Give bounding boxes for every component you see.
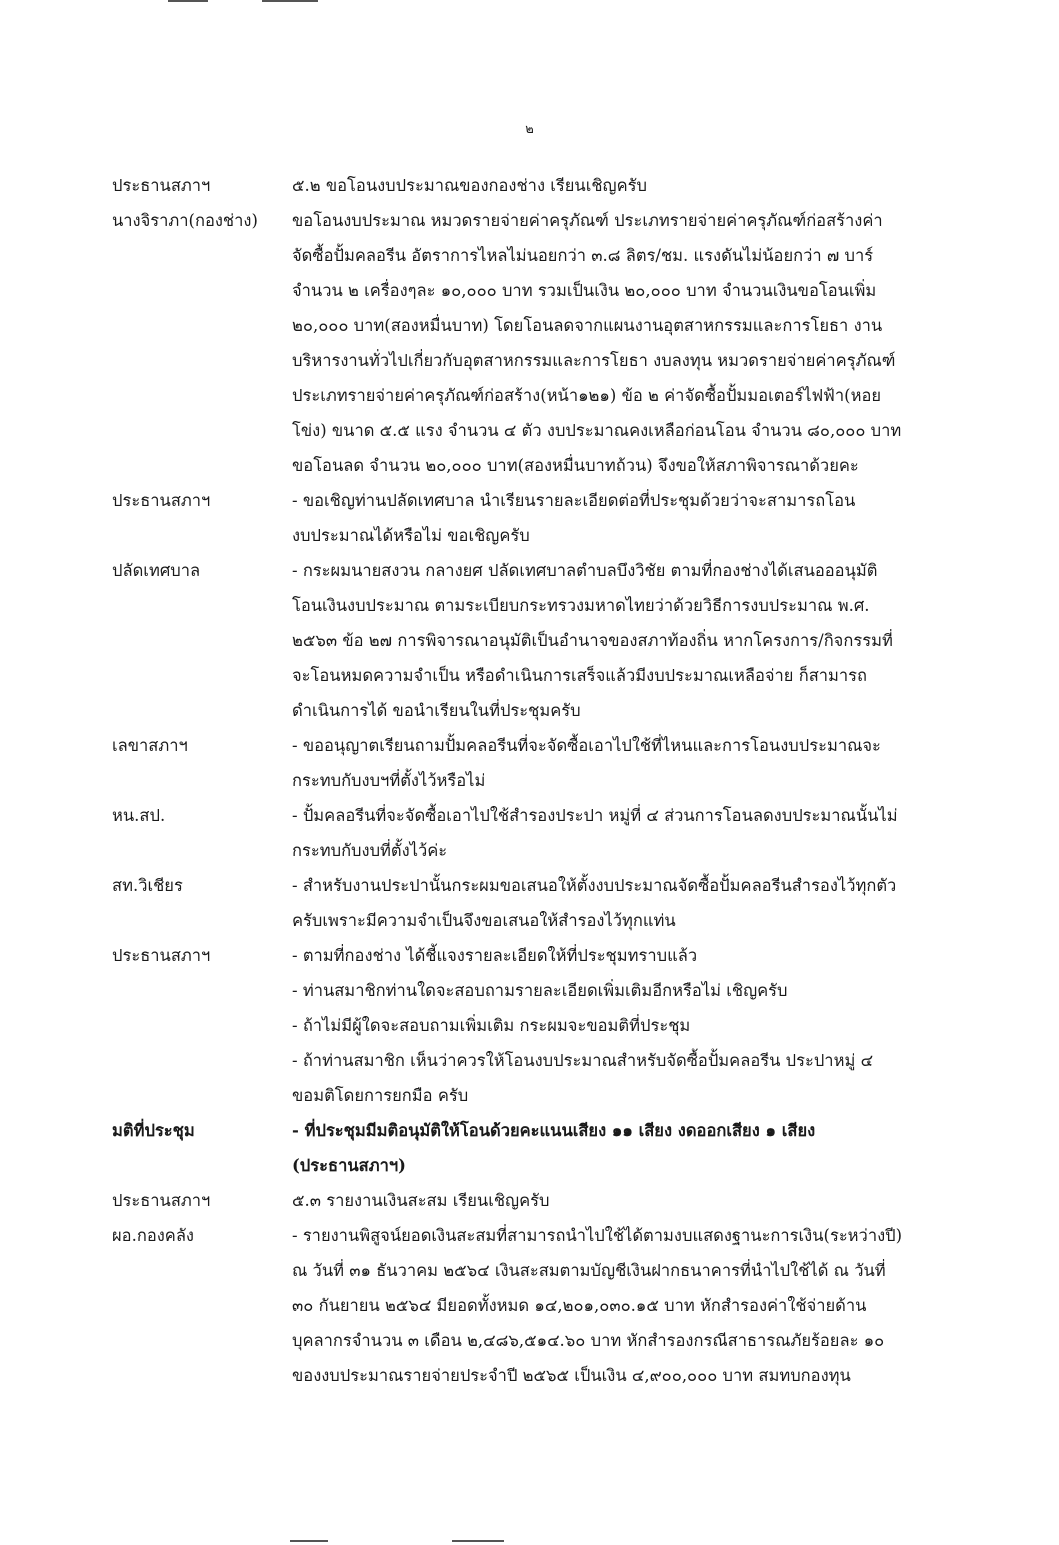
entry-text bbox=[292, 938, 1059, 1113]
text-line: ณ วันที่ ๓๑ ธันวาคม ๒๕๖๔ เงินสะสมตามบัญชีเงินฝากธนาคารที่นำไปใช้ได้ ณ วันที่ bbox=[292, 1261, 886, 1280]
text-line: ดำเนินการได้ ขอนำเรียนในที่ประชุมครับ bbox=[292, 701, 581, 720]
minutes-entry bbox=[0, 203, 1059, 483]
scan-mark-top-center bbox=[262, 0, 318, 2]
text-line: ๒๕๖๓ ข้อ ๒๗ การพิจารณาอนุมัติเป็นอำนาจของสภาท้องถิ่น หากโครงการ/กิจกรรมที่ bbox=[292, 631, 893, 650]
text-line: จะโอนหมดความจำเป็น หรือดำเนินการเสร็จแล้วมีงบประมาณเหลือจ่าย ก็สามารถ bbox=[292, 666, 868, 685]
entry-text bbox=[292, 1218, 1059, 1393]
text-line: (ประธานสภาฯ) bbox=[292, 1156, 406, 1175]
minutes-entry bbox=[0, 868, 1059, 938]
entry-text bbox=[292, 728, 1059, 798]
text-line: ขอมติโดยการยกมือ ครับ bbox=[292, 1086, 469, 1105]
minutes-entry bbox=[0, 938, 1059, 1113]
speaker-label: เลขาสภาฯ bbox=[112, 736, 188, 755]
entry-text bbox=[292, 203, 1059, 483]
entry-text bbox=[292, 798, 1059, 868]
entry-text bbox=[292, 1113, 1059, 1183]
speaker-label: หน.สป. bbox=[112, 806, 166, 825]
text-line: - ถ้าท่านสมาชิก เห็นว่าควรให้โอนงบประมาณสำหรับจัดซื้อปั้มคลอรีน ประปาหมู่ ๔ bbox=[292, 1051, 874, 1070]
text-line: - รายงานพิสูจน์ยอดเงินสะสมที่สามารถนำไปใช้ได้ตามงบแสดงฐานะการเงิน(ระหว่างปี) bbox=[292, 1226, 903, 1245]
speaker-label: มติที่ประชุม bbox=[112, 1121, 195, 1140]
speaker-label: นางจิราภา(กองช่าง) bbox=[112, 211, 258, 230]
text-line: - ที่ประชุมมีมติอนุมัติให้โอนด้วยคะแนนเสียง ๑๑ เสียง งดออกเสียง ๑ เสียง bbox=[292, 1121, 816, 1140]
entry-text bbox=[292, 1183, 1059, 1218]
text-line: ขอโอนลด จำนวน ๒๐,๐๐๐ บาท(สองหมื่นบาทถ้วน) จึงขอให้สภาพิจารณาด้วยคะ bbox=[292, 456, 859, 475]
text-line: - ถ้าไม่มีผู้ใดจะสอบถามเพิ่มเติม กระผมจะขอมติที่ประชุม bbox=[292, 1016, 691, 1035]
text-line: ประเภทรายจ่ายค่าครุภัณฑ์ก่อสร้าง(หน้า๑๒๑) ข้อ ๒ ค่าจัดซื้อปั้มมอเตอร์ไฟฟ้า(หอย bbox=[292, 386, 882, 405]
minutes-entry bbox=[0, 1113, 1059, 1183]
minutes-entry bbox=[0, 553, 1059, 728]
entry-text bbox=[292, 868, 1059, 938]
text-line: - ตามที่กองช่าง ได้ชี้แจงรายละเอียดให้ที่ประชุมทราบแล้ว bbox=[292, 946, 698, 965]
text-line: - ขอเชิญท่านปลัดเทศบาล นำเรียนรายละเอียดต่อที่ประชุมด้วยว่าจะสามารถโอน bbox=[292, 491, 856, 510]
speaker-label: ผอ.กองคลัง bbox=[112, 1226, 194, 1245]
text-line: ของงบประมาณรายจ่ายประจำปี ๒๕๖๕ เป็นเงิน ๔,๙๐๐,๐๐๐ บาท สมทบกองทุน bbox=[292, 1366, 851, 1385]
entry-text bbox=[292, 483, 1059, 553]
minutes-entry bbox=[0, 798, 1059, 868]
minutes-entry bbox=[0, 168, 1059, 203]
text-line: ๒๐,๐๐๐ บาท(สองหมื่นบาท) โดยโอนลดจากแผนงานอุตสาหกรรมและการโยธา งาน bbox=[292, 316, 883, 335]
text-line: - ท่านสมาชิกท่านใดจะสอบถามรายละเอียดเพิ่มเติมอีกหรือไม่ เชิญครับ bbox=[292, 981, 788, 1000]
text-line: บุคลากรจำนวน ๓ เดือน ๒,๔๘๖,๕๑๔.๖๐ บาท หักสำรองกรณีสาธารณภัยร้อยละ ๑๐ bbox=[292, 1331, 885, 1350]
minutes-entry bbox=[0, 483, 1059, 553]
minutes-entry bbox=[0, 1218, 1059, 1393]
speaker-label: ประธานสภาฯ bbox=[112, 1191, 211, 1210]
minutes-entry bbox=[0, 1183, 1059, 1218]
text-line: โข่ง) ขนาด ๕.๕ แรง จำนวน ๔ ตัว งบประมาณคงเหลือก่อนโอน จำนวน ๘๐,๐๐๐ บาท bbox=[292, 421, 902, 440]
text-line: โอนเงินงบประมาณ ตามระเบียบกระทรวงมหาดไทยว่าด้วยวิธีการงบประมาณ พ.ศ. bbox=[292, 596, 870, 615]
speaker-label: ปลัดเทศบาล bbox=[112, 561, 201, 580]
text-line: ๕.๓ รายงานเงินสะสม เรียนเชิญครับ bbox=[292, 1191, 550, 1210]
text-line: - ขออนุญาตเรียนถามปั้มคลอรีนที่จะจัดซื้อเอาไปใช้ที่ไหนและการโอนงบประมาณจะ bbox=[292, 736, 881, 755]
entry-text bbox=[292, 168, 1059, 203]
speaker-label: สท.วิเชียร bbox=[112, 876, 183, 895]
page-number: ๒ bbox=[525, 122, 534, 137]
minutes-entry bbox=[0, 728, 1059, 798]
speaker-label: ประธานสภาฯ bbox=[112, 946, 211, 965]
text-line: ๓๐ กันยายน ๒๕๖๔ มียอดทั้งหมด ๑๔,๒๐๑,๐๓๐.๑๕ บาท หักสำรองค่าใช้จ่ายด้าน bbox=[292, 1296, 867, 1315]
text-line: - ปั้มคลอรีนที่จะจัดซื้อเอาไปใช้สำรองประปา หมู่ที่ ๔ ส่วนการโอนลดงบประมาณนั้นไม่ bbox=[292, 806, 898, 825]
text-line: - สำหรับงานประปานั้นกระผมขอเสนอให้ตั้งงบประมาณจัดซื้อปั้มคลอรีนสำรองไว้ทุกตัว bbox=[292, 876, 897, 895]
scan-mark-top-left bbox=[168, 0, 208, 2]
text-line: ครับเพราะมีความจำเป็นจึงขอเสนอให้สำรองไว้ทุกแท่น bbox=[292, 911, 676, 930]
speaker-label: ประธานสภาฯ bbox=[112, 176, 211, 195]
text-line: บริหารงานทั่วไปเกี่ยวกับอุตสาหกรรมและการโยธา งบลงทุน หมวดรายจ่ายค่าครุภัณฑ์ bbox=[292, 351, 896, 370]
text-line: - กระผมนายสงวน กลางยศ ปลัดเทศบาลตำบลบึงวิชัย ตามที่กองช่างได้เสนอออนุมัติ bbox=[292, 561, 878, 580]
speaker-label: ประธานสภาฯ bbox=[112, 491, 211, 510]
text-line: กระทบกับงบที่ตั้งไว้ค่ะ bbox=[292, 841, 448, 860]
text-line: จัดซื้อปั้มคลอรีน อัตราการไหลไม่นอยกว่า ๓.๘ ลิตร/ชม. แรงดันไม่น้อยกว่า ๗ บาร์ bbox=[292, 246, 874, 265]
scan-mark-bottom-left bbox=[290, 1540, 328, 1542]
entry-text bbox=[292, 553, 1059, 728]
scan-mark-bottom-center bbox=[452, 1540, 504, 1542]
text-line: งบประมาณได้หรือไม่ ขอเชิญครับ bbox=[292, 526, 530, 545]
text-line: จำนวน ๒ เครื่องๆละ ๑๐,๐๐๐ บาท รวมเป็นเงิน ๒๐,๐๐๐ บาท จำนวนเงินขอโอนเพิ่ม bbox=[292, 281, 877, 300]
minutes-body bbox=[0, 168, 1059, 1393]
text-line: ๕.๒ ขอโอนงบประมาณของกองช่าง เรียนเชิญครับ bbox=[292, 176, 647, 195]
text-line: กระทบกับงบฯที่ตั้งไว้หรือไม่ bbox=[292, 771, 486, 790]
text-line: ขอโอนงบประมาณ หมวดรายจ่ายค่าครุภัณฑ์ ประเภทรายจ่ายค่าครุภัณฑ์ก่อสร้างค่า bbox=[292, 211, 883, 230]
